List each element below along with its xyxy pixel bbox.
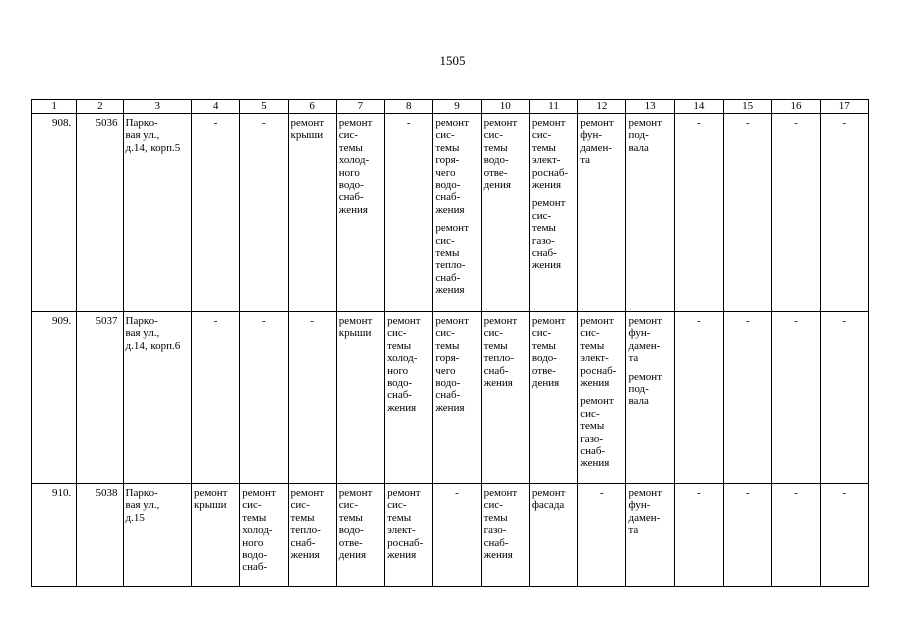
work-cell-c7 [336, 484, 384, 587]
repair-item-line: ремонт [387, 315, 421, 327]
repair-item-line: ремонт [483, 487, 518, 499]
repair-item [580, 395, 623, 469]
work-cell-c13 [626, 114, 674, 312]
code-cell [77, 312, 123, 484]
repair-item [532, 315, 575, 389]
repair-item-line: сис- [531, 327, 552, 340]
address-line: вая ул., [125, 129, 160, 142]
dash-placeholder: - [213, 117, 218, 129]
repair-item-line: темы [387, 339, 412, 352]
repair-item-line: фун- [628, 327, 651, 340]
work-cell-c12 [578, 114, 626, 312]
repair-item-line: тепло- [483, 352, 514, 365]
repair-item-line: чего [435, 364, 456, 377]
repair-item-line: элект- [580, 352, 609, 365]
work-cell-c15 [724, 312, 772, 484]
repair-item-line: та [580, 154, 591, 167]
repair-item [532, 197, 575, 271]
work-cell-c10 [481, 484, 529, 587]
repair-item-line: темы [531, 339, 556, 352]
repair-item-line: жения [435, 401, 465, 414]
repair-item-line: роснаб- [387, 536, 424, 549]
repair-item-line: горя- [435, 352, 460, 365]
repair-item-line: темы [387, 511, 412, 524]
work-cell-c6 [288, 312, 336, 484]
work-cell-c12 [578, 312, 626, 484]
column-number: 1 [32, 100, 77, 114]
dash-placeholder: - [745, 315, 750, 327]
work-cell-c5 [240, 114, 288, 312]
work-cell-c6 [288, 484, 336, 587]
repair-item-line: снаб- [435, 271, 461, 284]
dash-placeholder: - [697, 487, 701, 499]
column-number: 11 [529, 100, 577, 114]
repair-item-line: та [628, 352, 639, 365]
repair-item-line: крыши [338, 327, 372, 340]
column-number: 16 [772, 100, 820, 114]
column-number-row [32, 100, 869, 114]
repair-item-line: элект- [387, 524, 416, 537]
dash-placeholder: - [745, 487, 750, 499]
column-number: 4 [191, 100, 239, 114]
repair-item-line: жения [580, 457, 610, 470]
repair-item-line: жения [531, 259, 562, 272]
column-number: 15 [724, 100, 772, 114]
repair-item-line: темы [435, 141, 460, 154]
repair-item [291, 117, 334, 142]
repair-item-line: ремонт [435, 117, 469, 129]
repair-item-line: темы [531, 141, 556, 154]
code-cell [77, 484, 123, 587]
building-code: 5037 [95, 315, 118, 327]
repair-item-line: ремонт [290, 487, 325, 499]
repair-item-line: водо- [531, 352, 557, 365]
repair-item-line: темы [338, 141, 363, 154]
repair-item-line: отве- [531, 364, 556, 377]
repair-item-line: элект- [531, 154, 561, 167]
repair-item [242, 487, 285, 574]
dash-placeholder: - [310, 315, 314, 327]
repair-item-line: снаб- [338, 191, 364, 204]
repair-item-line: водо- [242, 549, 268, 562]
work-cell-c17 [820, 114, 868, 312]
address-cell [123, 114, 191, 312]
repair-item-line: газо- [483, 524, 507, 537]
repair-item-line: роснаб- [580, 364, 617, 377]
repair-item-line: ремонт [580, 117, 614, 129]
repair-item-line: фун- [580, 129, 603, 142]
repair-item-line: темы [580, 420, 605, 433]
address-line: д.14, корп.6 [125, 339, 181, 352]
building-code: 5036 [95, 117, 118, 129]
work-cell-c4 [191, 114, 239, 312]
repair-item-line: снаб- [242, 561, 268, 574]
repair-item-line: ремонт [580, 315, 614, 327]
dash-placeholder: - [745, 117, 750, 129]
repair-item-line: ремонт [387, 487, 421, 499]
repair-item-line: ремонт [580, 395, 614, 408]
work-cell-c15 [724, 484, 772, 587]
work-cell-c14 [674, 484, 723, 587]
repair-item-line: газо- [531, 234, 555, 247]
repair-item-line: под- [628, 383, 649, 396]
repair-item-line: сис- [290, 499, 310, 512]
repair-item-line: водо- [435, 179, 461, 192]
work-cell-c9 [433, 114, 481, 312]
repair-item-line: сис- [338, 129, 359, 142]
repair-item [435, 315, 478, 414]
address-line: Парко- [125, 315, 158, 327]
repair-item-line: отве- [483, 166, 508, 179]
repair-item-line: холод- [242, 524, 273, 537]
repair-item-line: ремонт [531, 197, 566, 210]
repair-item-line: темы [435, 247, 460, 260]
repair-item [628, 371, 671, 408]
repair-item [580, 117, 623, 167]
work-cell-c11 [529, 312, 577, 484]
repair-item-line: ремонт [338, 315, 373, 327]
work-cell-c13 [626, 484, 674, 587]
repair-item-line: сис- [387, 499, 407, 512]
work-cell-c8 [385, 484, 433, 587]
repair-item-line: водо- [338, 524, 364, 537]
repair-item-line: та [628, 524, 639, 537]
repair-item-line: темы [483, 339, 508, 352]
dash-placeholder: - [213, 315, 218, 327]
work-cell-c17 [820, 484, 868, 587]
repair-item-line: ремонт [483, 315, 518, 327]
repair-item-line: жения [387, 549, 417, 562]
column-number: 6 [288, 100, 336, 114]
repair-item-line: ремонт [628, 315, 663, 327]
repair-item [532, 117, 575, 191]
repair-item-line: тепло- [290, 524, 321, 537]
row-number-cell [32, 484, 77, 587]
repair-item-line: сис- [242, 499, 262, 512]
repair-item-line: дения [531, 377, 560, 390]
repair-item-line: сис- [483, 499, 503, 512]
work-cell-c7 [336, 312, 384, 484]
repair-item-line: темы [531, 222, 556, 235]
repair-item-line: газо- [580, 432, 604, 445]
repair-item-line: ного [242, 536, 264, 549]
repair-item-line: сис- [531, 209, 552, 222]
repair-item [628, 487, 671, 537]
dash-placeholder: - [697, 315, 701, 327]
repair-item [532, 487, 575, 512]
repair-item-line: сис- [435, 129, 455, 142]
repair-item-line: ремонт [628, 370, 663, 383]
dash-placeholder: - [697, 117, 701, 129]
repair-item-line: вала [628, 395, 649, 408]
repair-item-line: темы [338, 511, 363, 524]
dash-placeholder: - [262, 315, 266, 327]
repair-item-line: темы [483, 511, 508, 524]
repair-item-line: фун- [628, 499, 651, 512]
repair-item [339, 487, 382, 561]
work-cell-c8 [385, 114, 433, 312]
repair-item-line: жения [483, 377, 513, 390]
repair-item-line: темы [435, 339, 460, 352]
repair-item [435, 222, 478, 296]
column-number: 10 [481, 100, 529, 114]
repair-item-line: темы [242, 511, 267, 524]
repair-item-line: снаб- [290, 536, 316, 549]
address-line: д.14, корп.5 [125, 141, 181, 154]
repair-item [580, 315, 623, 389]
repair-item-line: сис- [483, 327, 503, 340]
code-cell [77, 114, 123, 312]
repair-item [628, 117, 671, 154]
repair-item-line: ремонт [338, 487, 373, 499]
address-line: Парко- [125, 117, 158, 129]
repair-item-line: ремонт [628, 487, 663, 499]
work-cell-c16 [772, 484, 820, 587]
repair-item-line: тепло- [435, 259, 466, 272]
repair-item-line: сис- [338, 499, 359, 512]
column-number: 14 [674, 100, 723, 114]
column-number: 8 [385, 100, 433, 114]
repair-item-line: снаб- [483, 364, 509, 377]
repair-item-line: жения [290, 549, 320, 562]
work-cell-c12 [578, 484, 626, 587]
repair-item-line: крыши [193, 499, 227, 512]
work-cell-c10 [481, 114, 529, 312]
repair-item-line: жения [435, 203, 465, 216]
repair-item-line: ремонт [531, 487, 566, 499]
row-number: 908. [52, 117, 72, 129]
repair-item-line: водо- [483, 154, 509, 167]
work-cell-c6 [288, 114, 336, 312]
repair-item-line: роснаб- [531, 166, 569, 179]
work-cell-c8 [385, 312, 433, 484]
repair-item-line: холод- [387, 352, 418, 365]
repair-item-line: снаб- [435, 389, 461, 402]
repair-item-line: сис- [531, 129, 552, 142]
repair-item-line: снаб- [531, 247, 557, 260]
column-number: 12 [578, 100, 626, 114]
repair-item-line: ремонт [435, 222, 469, 235]
repair-item [339, 117, 382, 216]
work-cell-c17 [820, 312, 868, 484]
repair-item [484, 315, 527, 389]
repair-item-line: дамен- [580, 141, 613, 154]
repair-item-line: дамен- [628, 339, 661, 352]
dash-placeholder: - [842, 487, 847, 499]
dash-placeholder: - [842, 315, 847, 327]
address-line: вая ул., [125, 499, 160, 512]
repair-item [194, 487, 237, 512]
column-number: 17 [820, 100, 868, 114]
repair-item-line: горя- [435, 154, 460, 167]
work-cell-c14 [674, 312, 723, 484]
repair-item-line: ремонт [628, 117, 663, 129]
table-row [32, 484, 869, 587]
repair-item-line: жения [435, 284, 465, 297]
row-number: 910. [52, 487, 72, 499]
address-line: Парко- [125, 487, 158, 499]
column-number: 3 [123, 100, 191, 114]
dash-placeholder: - [406, 117, 411, 129]
repair-item-line: ремонт [435, 315, 469, 327]
column-number: 2 [77, 100, 123, 114]
repair-item-line: дения [483, 179, 511, 192]
repair-item [435, 117, 478, 216]
repair-item-line: снаб- [483, 536, 509, 549]
column-number: 5 [240, 100, 288, 114]
repair-item-line: жения [531, 179, 562, 192]
repair-item-line: жения [387, 401, 417, 414]
dash-placeholder: - [842, 117, 847, 129]
repair-item-line: водо- [435, 377, 461, 390]
work-cell-c14 [674, 114, 723, 312]
repair-item-line: снаб- [387, 389, 412, 402]
work-cell-c4 [191, 312, 239, 484]
table-row [32, 312, 869, 484]
repair-item-line: ного [387, 364, 409, 377]
repair-item-line: фасада [531, 499, 565, 512]
address-line: вая ул., [125, 327, 160, 340]
repair-item-line: сис- [435, 327, 455, 340]
work-cell-c16 [772, 114, 820, 312]
work-cell-c11 [529, 484, 577, 587]
repair-item-line: сис- [483, 129, 503, 142]
row-number-cell [32, 312, 77, 484]
row-number-cell [32, 114, 77, 312]
repair-item-line: ремонт [193, 487, 228, 499]
repair-item [387, 487, 430, 561]
repair-item [484, 117, 527, 191]
dash-placeholder: - [794, 487, 798, 499]
work-cell-c15 [724, 114, 772, 312]
dash-placeholder: - [455, 487, 459, 499]
repair-item-line: сис- [435, 234, 455, 247]
repair-item [628, 315, 671, 365]
repair-item-line: дения [338, 549, 367, 562]
repair-item-line: ного [338, 166, 360, 179]
work-cell-c5 [240, 312, 288, 484]
dash-placeholder: - [262, 117, 266, 129]
work-cell-c5 [240, 484, 288, 587]
repair-item-line: дамен- [628, 511, 661, 524]
work-cell-c9 [433, 484, 481, 587]
address-cell [123, 312, 191, 484]
dash-placeholder: - [794, 315, 798, 327]
work-cell-c4 [191, 484, 239, 587]
repair-item-line: сис- [580, 327, 600, 340]
repair-item-line: холод- [338, 154, 370, 167]
repair-schedule-table [31, 99, 869, 587]
repair-item-line: крыши [290, 129, 324, 142]
column-number: 9 [433, 100, 481, 114]
repair-item-line: снаб- [580, 445, 606, 458]
repair-item-line: водо- [338, 179, 364, 192]
repair-item-line: ремонт [338, 117, 373, 129]
repair-item [484, 487, 527, 561]
repair-item [339, 315, 382, 340]
building-code: 5038 [95, 487, 118, 499]
work-cell-c10 [481, 312, 529, 484]
work-cell-c16 [772, 312, 820, 484]
row-number: 909. [52, 315, 72, 327]
work-cell-c9 [433, 312, 481, 484]
repair-item-line: под- [628, 129, 649, 142]
repair-item-line: ремонт [483, 117, 518, 129]
table-row [32, 114, 869, 312]
repair-item-line: жения [483, 549, 513, 562]
repair-item-line: темы [290, 511, 315, 524]
repair-item-line: ремонт [242, 487, 276, 499]
repair-item-line: чего [435, 166, 456, 179]
work-cell-c11 [529, 114, 577, 312]
dash-placeholder: - [599, 487, 604, 499]
repair-item [291, 487, 334, 561]
repair-item-line: жения [338, 203, 368, 216]
repair-item-line: вала [628, 141, 649, 154]
repair-item-line: сис- [387, 327, 407, 340]
repair-item-line: ремонт [531, 117, 566, 129]
address-line: д.15 [125, 511, 145, 524]
column-number: 7 [336, 100, 384, 114]
address-cell [123, 484, 191, 587]
repair-item-line: жения [580, 377, 610, 390]
work-cell-c7 [336, 114, 384, 312]
column-number: 13 [626, 100, 674, 114]
work-cell-c13 [626, 312, 674, 484]
repair-item-line: темы [483, 141, 508, 154]
repair-item-line: ремонт [531, 315, 566, 327]
repair-item-line: водо- [387, 377, 413, 390]
repair-item [387, 315, 430, 414]
repair-item-line: отве- [338, 536, 363, 549]
repair-item-line: темы [580, 339, 605, 352]
repair-item-line: снаб- [435, 191, 461, 204]
repair-item-line: ремонт [290, 117, 325, 129]
dash-placeholder: - [794, 117, 798, 129]
repair-item-line: сис- [580, 407, 600, 420]
page-number: 1505 [439, 53, 466, 68]
